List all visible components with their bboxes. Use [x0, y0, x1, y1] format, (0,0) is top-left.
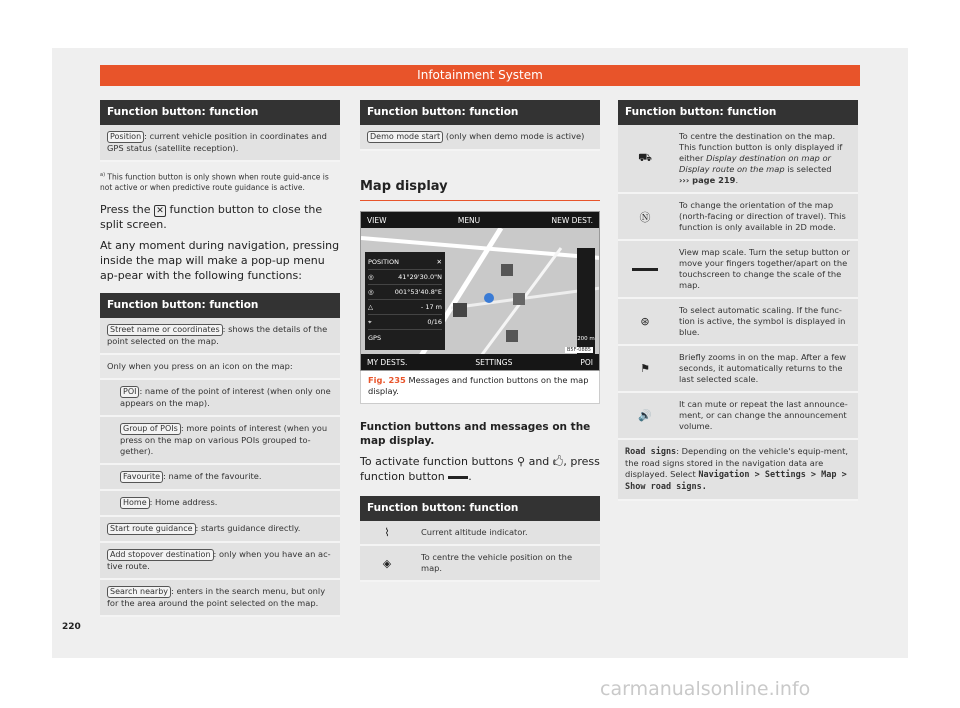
map-area[interactable]: [361, 228, 599, 356]
auto-zoom-icon: ⊛: [640, 315, 650, 328]
para-text: To activate function buttons: [360, 455, 514, 468]
popup-row: [368, 330, 442, 345]
map-figure: [360, 211, 600, 371]
position-button[interactable]: Position: [107, 131, 144, 143]
globe-icon: ◎: [368, 288, 374, 296]
row-text: : Home address.: [149, 496, 218, 507]
close-icon: ✕: [154, 205, 166, 217]
para-text: function button to close the split screen.: [100, 202, 323, 231]
row-text: : shows the details of the point selected on the map.: [107, 323, 328, 346]
auto-zoom-icon: ⚲: [517, 455, 526, 468]
paragraph: At any moment during navigation, pressing inside the map will make a pop-up menu ap-pear with the following functions:: [100, 238, 340, 282]
close-icon[interactable]: ✕: [436, 258, 442, 266]
start-route-button[interactable]: Start route guidance: [107, 523, 196, 535]
page-number: 220: [62, 622, 81, 632]
demo-mode-button[interactable]: Demo mode start: [367, 131, 443, 143]
table-row: [100, 125, 340, 162]
map-bottom-bar: [361, 354, 599, 370]
caption-text: Messages and function buttons on the map display.: [368, 375, 589, 396]
figure-code: B5F-0885: [566, 347, 591, 353]
vehicle-centre-icon: ◈: [382, 556, 392, 570]
row-text: : starts guidance directly.: [195, 522, 301, 533]
my-dests-button[interactable]: MY DESTS.: [367, 357, 408, 367]
row-text: : current vehicle position in coordinates and GPS status (satellite reception).: [107, 131, 327, 153]
menu-path: Navigation > Settings > Map > Show road signs.: [625, 470, 847, 492]
popup-title-row: [368, 255, 442, 270]
position-popup: [365, 252, 445, 350]
popup-title: POSITION: [368, 258, 399, 266]
table-header: Function button: function: [100, 293, 340, 318]
subsection-title: Function buttons and messages on the map display.: [360, 421, 591, 447]
favourite-button[interactable]: Favourite: [120, 471, 163, 483]
zoom-pin-icon: 🖒: [552, 455, 564, 468]
row-text: Current altitude indicator.: [421, 527, 528, 537]
scale-bar-icon: [618, 241, 672, 297]
section-title: Map display: [360, 179, 600, 201]
street-name-button[interactable]: Street name or coordinates: [107, 324, 223, 336]
paragraph: [100, 202, 340, 232]
table-row: [100, 465, 340, 491]
table-header: Function button: function: [100, 100, 340, 125]
footnote: [100, 170, 340, 194]
row-text: It can mute or repeat the last announce-ment, or can change the announcement volume.: [679, 399, 848, 431]
zoom-pin-icon: ⚑: [640, 362, 650, 375]
search-nearby-button[interactable]: Search nearby: [107, 586, 171, 598]
row-text: To select automatic scaling. If the func-tion is active, the symbol is displayed in blue.: [679, 305, 846, 337]
altitude-icon: ⌇: [384, 526, 390, 539]
altitude-icon: △: [368, 303, 373, 311]
para-text: and: [528, 455, 550, 468]
column-left: [100, 100, 340, 617]
text: is selected: [787, 164, 832, 174]
gps-icon: ⌖: [368, 317, 372, 326]
table-row: [360, 125, 600, 151]
popup-row: [368, 315, 442, 330]
row-text: : name of the favourite.: [163, 470, 262, 481]
longitude: 001°53'40.8"E: [394, 288, 442, 296]
row-text: To change the orientation of the map (north-facing or direction of travel). This function is only available in 2D mode.: [679, 200, 846, 232]
table-row: [618, 299, 858, 346]
menu-button[interactable]: MENU: [457, 215, 481, 225]
popup-row: [368, 270, 442, 285]
row-text: : only when you have an ac-tive route.: [107, 548, 331, 571]
table-header: Function button: function: [360, 496, 600, 521]
view-button[interactable]: VIEW: [367, 215, 387, 225]
popup-row: [368, 300, 442, 315]
footnote-text: This function button is only shown when route guid-ance is not active or when predictive route guidance is active.: [100, 172, 329, 192]
table-row: [100, 580, 340, 617]
page-reference-link[interactable]: ››› page 219: [679, 175, 736, 185]
home-button[interactable]: Home: [120, 497, 150, 509]
row-text: View map scale. Turn the setup button or move your fingers together/apart on the touchscreen to change the scale of the map.: [679, 247, 850, 290]
latitude: 41°29'30.0"N: [398, 273, 442, 281]
speaker-icon: 🔊: [638, 409, 652, 422]
table-row: [618, 241, 858, 299]
table-row: Only when you press on an icon on the map:: [100, 355, 340, 380]
scale-bar-icon: [448, 476, 468, 479]
watermark: carmanualsonline.info: [600, 678, 811, 700]
settings-button[interactable]: SETTINGS: [475, 357, 513, 367]
table-row: [100, 380, 340, 417]
group-pois-button[interactable]: Group of POIs: [120, 423, 181, 435]
table-row: [618, 346, 858, 393]
zoom-level: 200 m: [577, 336, 595, 342]
row-text: (only when demo mode is active): [445, 131, 585, 141]
text: To centre the destination on the map. This function button is only displayed if either: [679, 131, 843, 163]
row-text: : more points of interest (when you press on the map on various POIs grouped to-gether).: [120, 422, 328, 456]
para-text: , press function button: [360, 455, 600, 483]
para-text: .: [468, 470, 472, 483]
popup-row: [368, 285, 442, 300]
paragraph: [360, 454, 600, 484]
new-dest-button[interactable]: NEW DEST.: [551, 215, 593, 225]
table-header: Function button: function: [618, 100, 858, 125]
add-stopover-button[interactable]: Add stopover destination: [107, 549, 214, 561]
text: .: [735, 175, 739, 185]
figure-number: Fig. 235: [368, 375, 406, 385]
table-header: Function button: function: [360, 100, 600, 125]
text-emphasis: Display destination on map or Display route on the map: [679, 153, 831, 174]
column-middle: [360, 100, 600, 582]
row-text: : Depending on the vehicle's equip-ment, the road signs stored in the navigation data are displayed. Select: [625, 446, 849, 479]
table-row: [618, 194, 858, 241]
figure-caption: [360, 371, 600, 404]
column-right: [618, 100, 858, 501]
table-row: [100, 517, 340, 543]
row-text: Briefly zooms in on the map. After a few seconds, it automatically returns to the last selected scale.: [679, 352, 847, 384]
altitude: - 17 m: [420, 303, 442, 311]
poi-map-button[interactable]: POI: [580, 357, 593, 367]
compass-north-icon: Ⓝ: [639, 210, 651, 224]
row-text: To centre the vehicle position on the map.: [421, 552, 573, 573]
table-row: [618, 125, 858, 194]
poi-button[interactable]: POI: [120, 386, 139, 398]
table-row: [360, 521, 600, 546]
destination-centre-icon: ⛟: [638, 151, 652, 164]
row-text: : enters in the search menu, but only for the area around the point selected on the map.: [107, 585, 326, 608]
row-text: [672, 125, 858, 192]
table-row: [100, 417, 340, 465]
page-header: Infotainment System: [100, 65, 860, 86]
table-row: [100, 543, 340, 580]
road-signs-label: Road signs: [625, 447, 677, 457]
table-row: [618, 393, 858, 440]
table-row: [618, 440, 858, 501]
footnote-marker: a): [100, 172, 106, 178]
map-top-bar: [361, 212, 599, 228]
satellites: 0/16: [427, 318, 442, 326]
table-row: [100, 491, 340, 517]
para-text: Press the: [100, 202, 151, 216]
table-row: [100, 318, 340, 355]
gps-label: GPS: [368, 333, 382, 342]
row-text: : name of the point of interest (when only one appears on the map).: [120, 385, 331, 408]
globe-icon: ◎: [368, 273, 374, 281]
table-row: [360, 546, 600, 582]
